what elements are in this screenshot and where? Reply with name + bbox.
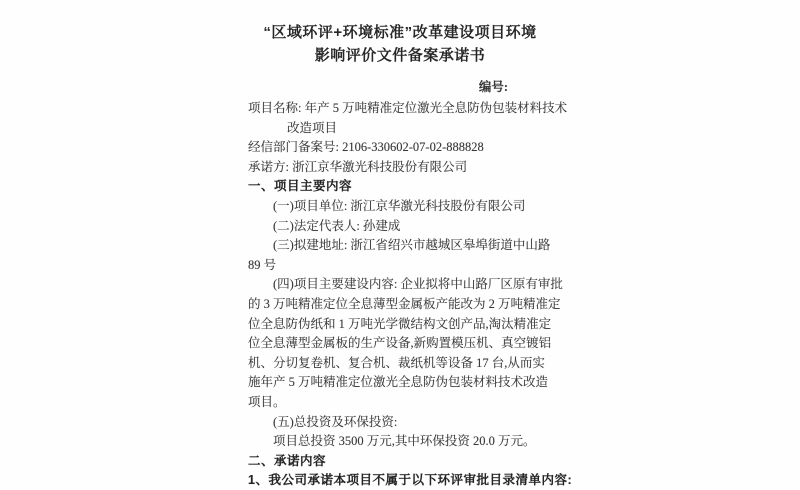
item-investment-heading: (五)总投资及环保投资:	[273, 414, 398, 429]
field-record-number-value: 2106-330602-07-02-888828	[342, 140, 484, 155]
field-project-name	[248, 99, 570, 119]
item-construction-content-line: 机、分切复卷机、复合机、裁纸机等设备 17 台,从而实	[248, 355, 545, 370]
field-project-name-label: 项目名称:	[248, 101, 302, 115]
field-project-name-value-line2: 改造项目	[287, 120, 338, 135]
document-body	[248, 99, 573, 490]
item-construction-content-line: 的 3 万吨精准定位全息薄型金属板产能改为 2 万吨精准定	[248, 296, 561, 311]
investment-detail-line: 项目总投资 3500 万元,其中环保投资 20.0 万元。	[273, 434, 536, 449]
serial-number-label: 编号:	[478, 80, 508, 94]
field-promisor	[248, 158, 570, 178]
document-title-line1: “区域环评+环境标准”改革建设项目环境	[263, 24, 537, 41]
item-construction-address: (三)拟建地址: 浙江省绍兴市越城区皋埠街道中山路	[273, 238, 551, 253]
field-promisor-value: 浙江京华激光科技股份有限公司	[292, 159, 468, 174]
item-construction-content-line: 位全息防伪纸和 1 万吨光学微结构文创产品,淘汰精准定	[248, 316, 552, 331]
item-construction-content-line: 施年产 5 万吨精准定位激光全息防伪包装材料技术改造	[248, 375, 549, 390]
item-legal-representative: (二)法定代表人: 孙建成	[273, 218, 401, 233]
field-record-number	[248, 138, 570, 158]
item-construction-address-continuation: 89 号	[248, 257, 277, 272]
commitment-item-1: 1、我公司承诺本项目不属于以下环评审批目录清单内容:	[248, 473, 573, 488]
section1-heading: 一、项目主要内容	[248, 179, 353, 194]
field-record-number-label: 经信部门备案号:	[248, 140, 339, 155]
item-construction-content-line: (四)项目主要建设内容: 企业拟将中山路厂区原有审批	[273, 277, 563, 292]
field-promisor-label: 承诺方:	[248, 159, 289, 174]
item-construction-content-line: 位全息薄型金属板的生产设备,新购置模压机、真空镀铝	[248, 336, 552, 351]
field-project-name-value-line1: 年产 5 万吨精准定位激光全息防伪包装材料技术	[304, 101, 568, 115]
section2-heading: 二、承诺内容	[248, 453, 327, 468]
item-project-unit: (一)项目单位: 浙江京华激光科技股份有限公司	[273, 198, 526, 213]
document-title-line2: 影响评价文件备案承诺书	[314, 47, 486, 64]
item-construction-content-line: 项目。	[248, 394, 286, 409]
document-title	[230, 21, 570, 67]
